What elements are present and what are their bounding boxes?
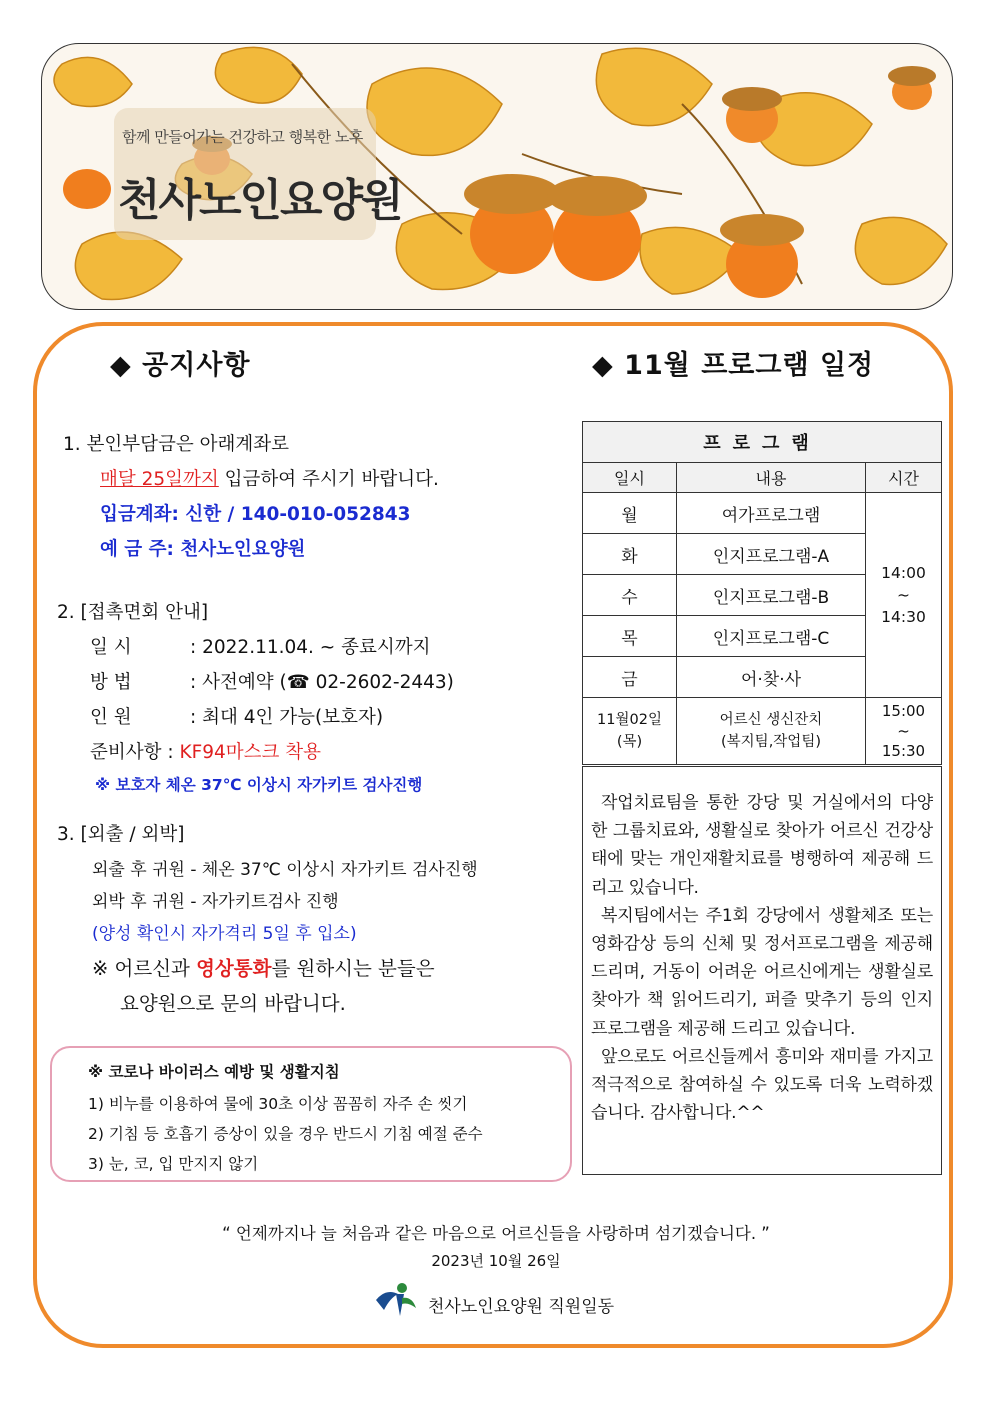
guardian-temp-note: ※ 보호자 체온 37℃ 이상시 자가키트 검사진행 — [95, 776, 423, 794]
covid-item: 1) 비누를 이용하여 물에 30초 이상 꼼꼼히 자주 손 씻기 — [88, 1095, 468, 1113]
notice-section-title: ◆ 공지사항 — [110, 350, 251, 381]
closing-quote: “ 언제까지나 늘 처음과 같은 마음으로 어르신들을 사랑하며 섬기겠습니다. ” — [222, 1224, 770, 1243]
covid-item: 3) 눈, 코, 입 만지지 않기 — [88, 1155, 259, 1173]
notice3-heading: 3. [외출 / 외박] — [57, 824, 185, 845]
video-call-post: 를 원하시는 분들은 — [271, 957, 435, 980]
visit-prep-colon: : — [161, 742, 180, 763]
visit-method-value: : 사전예약 (☎ 02-2602-2443) — [190, 672, 454, 693]
notice1-heading: 1. 본인부담금은 아래계좌로 — [63, 434, 289, 455]
row-day: 월 — [583, 493, 677, 534]
organization-logo — [372, 1280, 418, 1322]
event-title: 어르신 생신잔치 — [719, 712, 823, 728]
description-paragraph: 복지팀에서는 주1회 강당에서 생활체조 또는 영화감상 등의 신체 및 정서프로그램을 제공해 드리며, 거동이 어려운 어르신에게는 생활실로 찾아가 책 읽어드리기, 퍼즐 맞추기 등의 인지프로그램을 제공해 드리고 있습니다. — [591, 905, 933, 1039]
weekly-time-cell — [866, 493, 942, 698]
event-date-cell — [583, 698, 677, 765]
column-header-time: 시간 — [866, 463, 942, 493]
video-call-pre: ※ 어르신과 — [92, 957, 197, 980]
event-date: 11월02일 — [597, 712, 662, 728]
event-teams: (복지팀,작업팀) — [721, 734, 821, 750]
covid-title: ※ 코로나 바이러스 예방 및 생활지침 — [88, 1063, 340, 1081]
visit-people-value: : 최대 4인 가능(보호자) — [190, 707, 384, 728]
closing-date: 2023년 10월 26일 — [431, 1252, 561, 1270]
covid-guidelines-box — [50, 1046, 572, 1182]
positive-quarantine-line: (양성 확인시 자가격리 5일 후 입소) — [92, 924, 357, 944]
due-date-highlight: 매달 25일까지 — [100, 469, 219, 490]
row-day: 수 — [583, 575, 677, 616]
program-description-box — [582, 766, 942, 1175]
video-call-line2: 요양원으로 문의 바랍니다. — [120, 992, 346, 1015]
visit-prep-label: 준비사항 — [90, 742, 162, 763]
covid-item: 2) 기침 등 호흡기 증상이 있을 경우 반드시 기침 예절 준수 — [88, 1125, 483, 1143]
header-banner — [41, 43, 953, 310]
table-row — [583, 493, 942, 534]
overnight-return-line: 외박 후 귀원 - 자가키트검사 진행 — [92, 892, 339, 912]
due-date-rest: 입금하여 주시기 바랍니다. — [218, 469, 439, 490]
event-time-cell — [866, 698, 942, 765]
event-weekday: (목) — [616, 734, 643, 750]
row-content: 어·찾·사 — [677, 657, 866, 698]
event-time-tilde: ~ — [897, 722, 910, 740]
video-call-line — [92, 953, 435, 981]
signature: 천사노인요양원 직원일동 — [428, 1297, 615, 1317]
bank-account: 입금계좌: 신한 / 140-010-052843 — [100, 504, 411, 525]
notice2-heading: 2. [접촉면회 안내] — [57, 602, 209, 623]
time-start: 14:00 — [881, 564, 926, 582]
event-row — [583, 698, 942, 765]
row-day: 화 — [583, 534, 677, 575]
notice1-due-line — [100, 465, 439, 491]
row-content: 여가프로그램 — [677, 493, 866, 534]
event-content-cell — [677, 698, 866, 765]
account-holder: 예 금 주: 천사노인요양원 — [100, 539, 306, 560]
schedule-section-title: ◆ 11월 프로그램 일정 — [592, 350, 875, 381]
row-content: 인지프로그램-A — [677, 534, 866, 575]
visit-people-label: 인 원 — [90, 707, 132, 728]
table-header: 프로그램 — [583, 422, 942, 463]
column-header-content: 내용 — [677, 463, 866, 493]
banner-title: 천사노인요양원 — [118, 175, 402, 226]
video-call-highlight: 영상통화 — [196, 957, 272, 980]
description-paragraph: 작업치료팀을 통한 강당 및 거실에서의 다양한 그룹치료와, 생활실로 찾아가 어르신 건강상태에 맞는 개인재활치료를 병행하여 제공해 드리고 있습니다. — [591, 793, 933, 898]
visit-prep-value: KF94마스크 착용 — [179, 742, 322, 763]
row-content: 인지프로그램-C — [677, 616, 866, 657]
row-day: 목 — [583, 616, 677, 657]
visit-method-label: 방 법 — [90, 672, 132, 693]
row-day: 금 — [583, 657, 677, 698]
visit-date-label: 일 시 — [90, 637, 132, 658]
description-paragraph: 앞으로도 어르신들께서 흥미와 재미를 가지고 적극적으로 참여하실 수 있도록 더욱 노력하겠습니다. 감사합니다.^^ — [591, 1046, 933, 1124]
column-header-date: 일시 — [583, 463, 677, 493]
row-content: 인지프로그램-B — [677, 575, 866, 616]
time-end: 14:30 — [881, 608, 926, 626]
banner-slogan: 함께 만들어가는 건강하고 행복한 노후 — [122, 128, 363, 146]
visit-date-value: : 2022.11.04. ~ 종료시까지 — [190, 637, 431, 658]
event-time-start: 15:00 — [881, 702, 926, 720]
time-tilde: ~ — [897, 586, 910, 604]
event-time-end: 15:30 — [881, 742, 926, 760]
program-schedule-table — [582, 421, 942, 765]
outing-return-line: 외출 후 귀원 - 체온 37℃ 이상시 자가키트 검사진행 — [92, 860, 478, 880]
visit-prep-line — [90, 738, 321, 764]
